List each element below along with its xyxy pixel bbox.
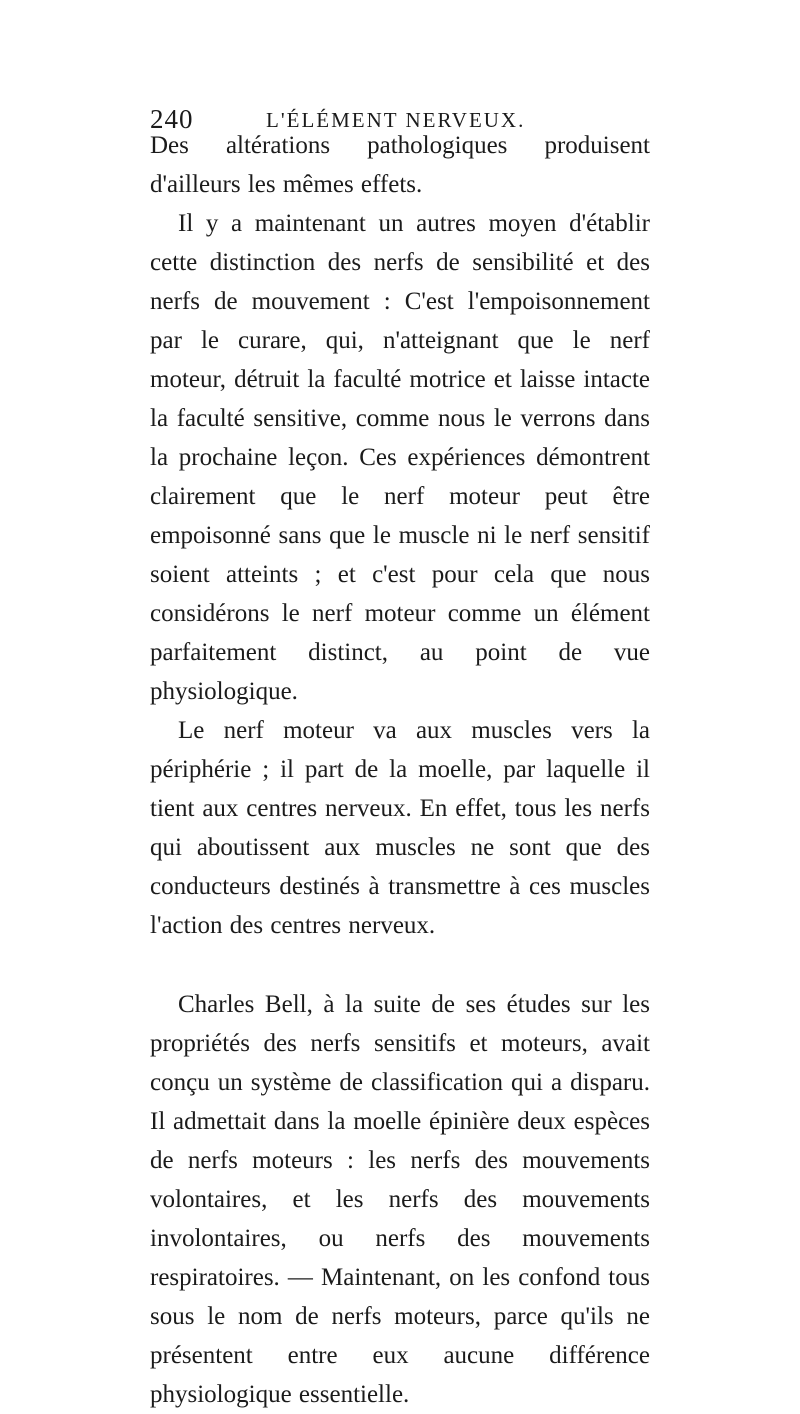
running-title: L'ÉLÉMENT NERVEUX. [266,108,526,132]
paragraph-3: Le nerf moteur va aux muscles vers la périphérie ; il part de la moelle, par laquelle il tient aux centres nerveux. En effet, tous les nerfs qui aboutissent aux muscles ne sont que des conducteurs destinés à transmettre à ces muscles l'action des centres nerveux. [150,717,650,939]
body-text [150,126,650,1414]
paragraph-1: Des altérations pathologiques produisent d'ailleurs les mêmes effets. [150,132,650,198]
page-number: 240 [150,104,194,134]
paragraph-2: Il y a maintenant un autres moyen d'établir cette distinction des nerfs de sensibilité et des nerfs de mouvement : C'est l'empoisonnement par le curare, qui, n'atteignant que le nerf moteur, détruit la faculté motrice et laisse intacte la faculté sensitive, comme nous le verrons dans la prochaine leçon. Ces expériences démontrent clairement que le nerf moteur peut être empoisonné sans que le muscle ni le nerf sensitif soient atteints ; et c'est pour cela que nous considérons le nerf moteur comme un élément parfaitement distinct, au point de vue physiologique. [150,210,650,705]
paragraph-4: Charles Bell, à la suite de ses études sur les propriétés des nerfs sensitifs et moteurs, avait conçu un système de classification qui a disparu. Il admettait dans la moelle épinière deux espèces de nerfs moteurs : les nerfs des mouvements volontaires, et les nerfs des mouvements involontaires, ou nerfs des mouvements respiratoires. — Maintenant, on les confond tous sous le nom de nerfs moteurs, parce qu'ils ne présentent entre eux aucune différence physiologique essentielle. [150,991,650,1408]
section-gap [150,945,650,985]
